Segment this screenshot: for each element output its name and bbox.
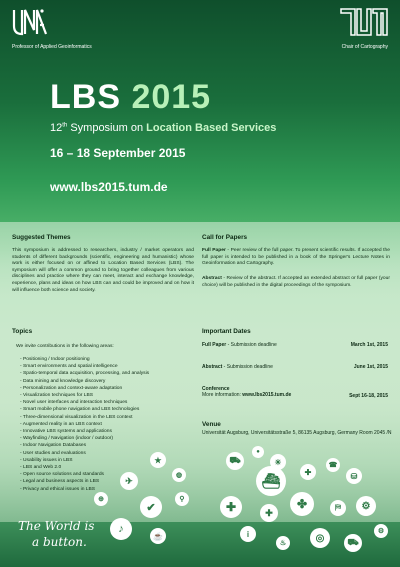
date-row-label: Full Paper xyxy=(202,342,227,348)
tagline xyxy=(18,518,94,550)
topic-item: - Augmented reality in an LBS context xyxy=(20,421,102,427)
topic-item: - Open source solutions and standards xyxy=(20,472,105,478)
full-paper-desc: - Peer review of the full paper. To present scientific results. If accepted the full paper is intended to be published in a book of the Springer's Lecture Notes in Geoinformation and Cartography. xyxy=(202,248,390,267)
date-row-date: June 1st, 2015 xyxy=(353,364,388,370)
topic-item: - Novel user interfaces and interaction techniques xyxy=(20,400,128,406)
music-note-icon: ♪ xyxy=(110,518,132,540)
chair-name: Chair of Cartography xyxy=(341,44,388,50)
airplane-icon: ✈ xyxy=(120,472,138,490)
date-row-full-paper xyxy=(202,342,388,348)
topics-intro: We invite contributions in the following areas: xyxy=(16,344,114,349)
event-subtitle xyxy=(50,122,276,134)
date-row-date: March 1st, 2015 xyxy=(350,342,388,348)
topic-item: - Spatio-temporal data acquisition, processing, and analysis xyxy=(20,371,150,377)
gear-icon: ⚙ xyxy=(374,524,388,538)
topic-item: - Indoor Navigation Databases xyxy=(20,443,87,449)
bicycle-icon: ⚙ xyxy=(356,496,376,516)
date-row-conference xyxy=(202,386,388,398)
walking-person-icon: ⚲ xyxy=(175,492,189,506)
coffee-cup-icon: ☕ xyxy=(150,528,166,544)
topic-item: - Legal and business aspects in LBS xyxy=(20,479,100,485)
ok-hand-icon: ✔ xyxy=(140,496,162,518)
conference-label: Conference xyxy=(202,386,230,392)
topic-item: - Privacy and ethical issues in LBS xyxy=(20,486,96,492)
date-row-desc: - Submission deadline xyxy=(226,342,277,348)
topics-heading: Topics xyxy=(12,328,33,335)
venue-heading: Venue xyxy=(202,421,221,428)
tum-logo xyxy=(340,8,388,36)
info-icon: i xyxy=(240,526,256,542)
event-title xyxy=(50,78,211,117)
subtitle-ordinal-suffix: th xyxy=(62,122,68,129)
phone-icon: ☎ xyxy=(326,458,340,472)
topic-item: - Personalization and context-aware adaptation xyxy=(20,385,123,391)
compass-icon: ⊕ xyxy=(94,492,108,506)
suggested-themes-heading: Suggested Themes xyxy=(12,234,71,241)
tram-icon: ⛟ xyxy=(344,534,362,552)
event-dates: 16 – 18 September 2015 xyxy=(50,146,186,160)
abstract-label: Abstract xyxy=(202,276,222,281)
food-icon: ✤ xyxy=(290,492,314,516)
date-row-label: Abstract xyxy=(202,364,223,370)
cup-icon: ♨ xyxy=(276,536,290,550)
car-icon: ⛟ xyxy=(226,452,244,470)
tagline-line1: The World is xyxy=(18,519,95,533)
full-paper-label: Full Paper xyxy=(202,248,226,253)
conference-date: Sept 16-18, 2015 xyxy=(349,393,388,399)
abstract-text xyxy=(202,276,390,289)
university-name: Professor of Applied Geoinformatics xyxy=(12,44,92,50)
title-main: LBS xyxy=(50,78,121,116)
university-logo xyxy=(12,8,48,36)
globe-icon: ◍ xyxy=(172,468,186,482)
topic-item: - Usability issues in LBS xyxy=(20,457,73,463)
topic-item: - Data mining and knowledge discovery xyxy=(20,378,106,384)
topic-item: - Smart environments and spatial intelligence xyxy=(20,364,118,370)
pin-icon: ● xyxy=(252,446,264,458)
shopping-cart-icon: ⛁ xyxy=(346,468,362,484)
topic-item: - Positioning / Indoor positioning xyxy=(20,357,90,362)
subtitle-highlight: Location Based Services xyxy=(146,122,277,134)
medical-cross-icon: ✚ xyxy=(260,504,278,522)
sun-icon: ☀ xyxy=(270,454,286,470)
title-year: 2015 xyxy=(131,78,212,116)
full-paper-text xyxy=(202,248,390,268)
important-dates-heading: Important Dates xyxy=(202,328,251,335)
train-icon: ⛿ xyxy=(330,500,346,516)
date-row-desc: - Submission deadline xyxy=(222,364,273,370)
topic-item: - Smart mobile phone navigation and LBS technologies xyxy=(20,407,140,413)
date-row-abstract xyxy=(202,364,388,370)
tagline-line2: a button. xyxy=(32,535,87,549)
plus-icon: ✚ xyxy=(220,496,242,518)
target-icon: ◎ xyxy=(310,528,330,548)
topic-item: - Innovative LBS systems and applications xyxy=(20,429,112,435)
star-icon: ★ xyxy=(150,452,166,468)
topic-item: - Visualization techniques for LBS xyxy=(20,393,94,399)
topic-item: - Wayfinding / Navigation (indoor / outdoor) xyxy=(20,436,114,442)
subtitle-prefix: Symposium on xyxy=(67,122,147,134)
topic-item: - LBS and Web 2.0 xyxy=(20,465,62,471)
ship-icon: ⛴ xyxy=(256,466,286,496)
suggested-themes-text: This symposium is addressed to researchers, industry / market operators and students of different backgrounds (scientific, engineering and humanistic) whose work is either focused on or affined to Location Based Services (LBS). The symposium will offer a common ground to bring together colleagues from various disciplines and practice where they can meet, interact and exchange knowledge, experience, plans and ideas on how LBS can and could be improved and on how it will influence both science and society. xyxy=(12,248,194,293)
topic-item: - Three-dimensional visualization in the LBS context xyxy=(20,414,133,420)
fork-knife-icon: ✚ xyxy=(300,464,316,480)
venue-text: Universität Augsburg, Universitätsstraße 5, 86135 Augsburg, Germany Room 2045 /N xyxy=(202,430,392,436)
conference-desc: More information: xyxy=(202,392,243,398)
event-url-link[interactable]: www.lbs2015.tum.de xyxy=(50,180,168,194)
subtitle-ordinal: 12 xyxy=(50,122,63,134)
abstract-desc: - Review of the abstract. If accepted an extended abstract or full paper (your choice) will be published in the digital proceedings of the symposium. xyxy=(202,276,390,288)
topic-item: - User studies and evaluations xyxy=(20,450,86,456)
call-for-papers-heading: Call for Papers xyxy=(202,234,248,241)
conference-url-link[interactable]: www.lbs2015.tum.de xyxy=(242,392,292,398)
